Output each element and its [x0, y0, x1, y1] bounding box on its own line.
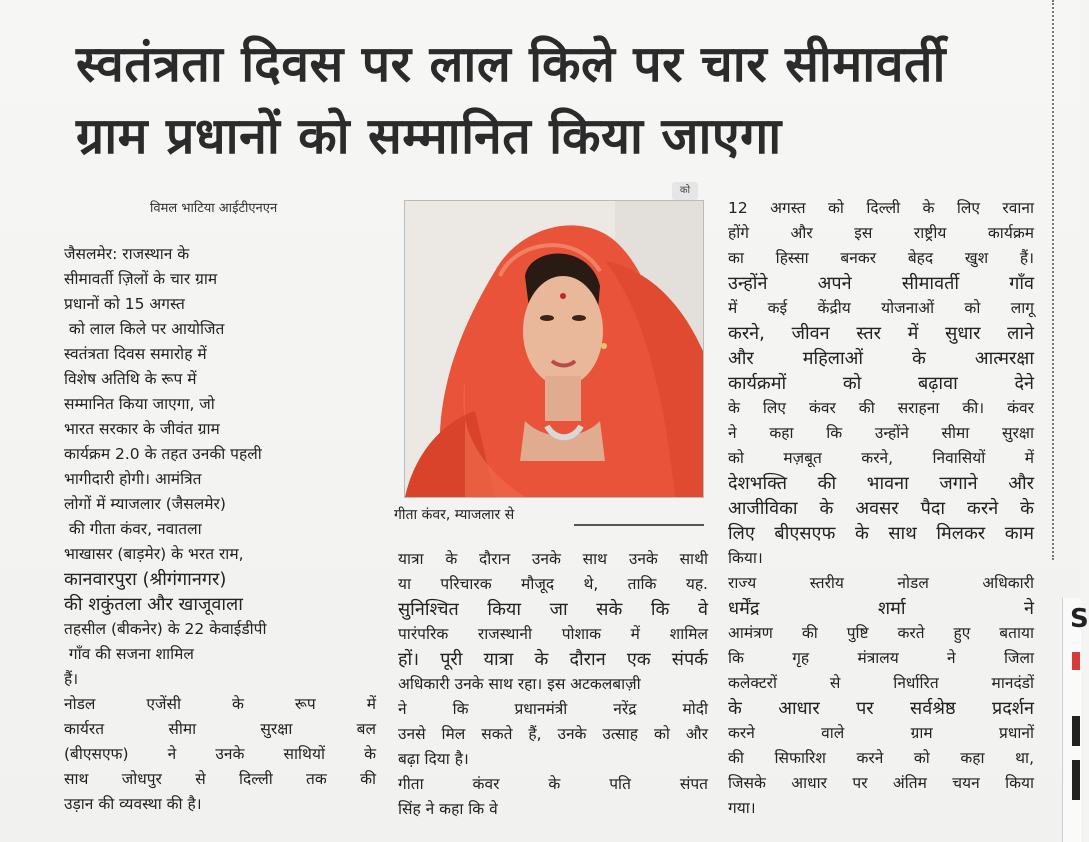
article-line: कार्यक्रमों को बढ़ावा देने [728, 373, 1034, 394]
caption-rule [574, 524, 704, 526]
adjacent-article-red-mark [1072, 652, 1080, 670]
photo-badge: को [672, 182, 698, 200]
article-line: में कई केंद्रीय योजनाओं को लागू [728, 299, 1034, 317]
adjacent-article-bar [1072, 716, 1080, 746]
article-line: पारंपरिक राजस्थानी पोशाक में शामिल [398, 625, 708, 643]
byline: विमल भाटिया आईटीएनएन [150, 201, 278, 216]
article-line: होंगे और इस राष्ट्रीय कार्यक्रम [728, 224, 1034, 242]
article-line: गया। [728, 799, 756, 817]
article-line: को लाल किले पर आयोजित [64, 320, 225, 338]
article-line: किया। [728, 549, 763, 567]
headline [76, 28, 1036, 172]
portrait-illustration [405, 201, 703, 497]
article-line: के आधार पर सर्वश्रेष्ठ प्रदर्शन [728, 698, 1034, 719]
article-line: साथ जोधपुर से दिल्ली तक की [64, 770, 376, 788]
article-line: और महिलाओं के आत्मरक्षा [728, 348, 1034, 369]
photo-caption: गीता कंवर, म्याजलार से [394, 507, 515, 523]
article-line: को मज़बूत करने, निवासियों में [728, 449, 1034, 467]
article-column-3 [728, 196, 1034, 821]
article-line: बढ़ा दिया है। [398, 750, 469, 768]
article-line: अधिकारी उनके साथ रहा। इस अटकलबाज़ी [398, 675, 641, 693]
article-line: (बीएसएफ) ने उनके साथियों के [64, 745, 376, 763]
article-line: उन्होंने अपने सीमावर्ती गाँव [728, 273, 1034, 294]
dotted-column-rule [1052, 0, 1054, 560]
article-line: कि गृह मंत्रालय ने जिला [728, 649, 1034, 667]
article-line: 12 अगस्त को दिल्ली के लिए रवाना [728, 199, 1034, 217]
article-line: सम्मानित किया जाएगा, जो [64, 395, 215, 413]
article-line: या परिचारक मौजूद थे, ताकि यह. [398, 575, 708, 593]
article-line: करने, जीवन स्तर में सुधार लाने [728, 323, 1034, 344]
headline-line-1: स्वतंत्रता दिवस पर लाल किले पर चार सीमावर्ती [76, 35, 946, 93]
article-line: हों। पूरी यात्रा के दौरान एक संपर्क [398, 649, 708, 670]
article-line: राज्य स्तरीय नोडल अधिकारी [728, 574, 1034, 592]
article-line: देशभक्ति की भावना जगाने और [728, 473, 1034, 494]
article-line: आमंत्रण की पुष्टि करते हुए बताया [728, 624, 1034, 642]
article-line: लोगों में म्याजलार (जैसलमेर) [64, 495, 226, 513]
article-line: स्वतंत्रता दिवस समारोह में [64, 345, 207, 363]
article-line: कार्यरत सीमा सुरक्षा बल [64, 720, 376, 738]
adjacent-article-glyph: S [1070, 604, 1089, 634]
article-line: कानवारपुरा (श्रीगंगानगर) [64, 569, 227, 590]
article-line: जिसके आधार पर अंतिम चयन किया [728, 774, 1034, 792]
article-line: सिंह ने कहा कि वे [398, 800, 498, 818]
article-line: की शकुंतला और खाजूवाला [64, 594, 243, 615]
article-line: का हिस्सा बनकर बेहद खुश हैं। [728, 249, 1034, 267]
article-line: ने कहा कि उन्होंने सीमा सुरक्षा [728, 424, 1034, 442]
article-line: उड़ान की व्यवस्था की है। [64, 795, 202, 813]
article-line: करने वाले ग्राम प्रधानों [728, 724, 1034, 742]
article-line: नोडल एजेंसी के रूप में [64, 695, 376, 713]
article-line: तहसील (बीकनेर) के 22 केवाईडीपी [64, 620, 267, 638]
article-line: प्रधानों को 15 अगस्त [64, 295, 185, 313]
article-line: भागीदारी होगी। आमंत्रित [64, 470, 202, 488]
article-line: लिए बीएसएफ के साथ मिलकर काम [728, 523, 1034, 544]
article-line: सुनिश्चित किया जा सके कि वे [398, 599, 708, 620]
article-line: सीमावर्ती ज़िलों के चार ग्राम [64, 270, 218, 288]
article-line: की गीता कंवर, नवातला [64, 520, 202, 538]
adjacent-article-bar [1072, 760, 1080, 800]
article-line: भाखासर (बाड़मेर) के भरत राम, [64, 545, 244, 563]
article-line: भारत सरकार के जीवंत ग्राम [64, 420, 220, 438]
article-line: आजीविका के अवसर पैदा करने के [728, 498, 1034, 519]
article-column-1 [64, 242, 376, 817]
article-line: की सिफारिश करने को कहा था, [728, 749, 1034, 767]
article-line: धर्मेंद्र शर्मा ने [728, 598, 1034, 619]
article-line: कलेक्टरों से निर्धारित मानदंडों [728, 674, 1034, 692]
article-line: विशेष अतिथि के रूप में [64, 370, 197, 388]
article-line: यात्रा के दौरान उनके साथ उनके साथी [398, 550, 708, 568]
article-line: गाँव की सजना शामिल [64, 645, 194, 663]
article-line: गीता कंवर के पति संपत [398, 775, 708, 793]
article-line: के लिए कंवर की सराहना की। कंवर [728, 399, 1034, 417]
article-line: जैसलमेर: राजस्थान के [64, 245, 190, 263]
portrait-photo [404, 200, 704, 498]
headline-line-2: ग्राम प्रधानों को सम्मानित किया जाएगा [76, 107, 782, 165]
article-line: कार्यक्रम 2.0 के तहत उनकी पहली [64, 445, 262, 463]
article-column-2 [398, 547, 708, 822]
article-line: ने कि प्रधानमंत्री नरेंद्र मोदी [398, 700, 708, 718]
article-line: उनसे मिल सकते हैं, उनके उत्साह को और [398, 725, 708, 743]
article-line: हैं। [64, 670, 79, 688]
